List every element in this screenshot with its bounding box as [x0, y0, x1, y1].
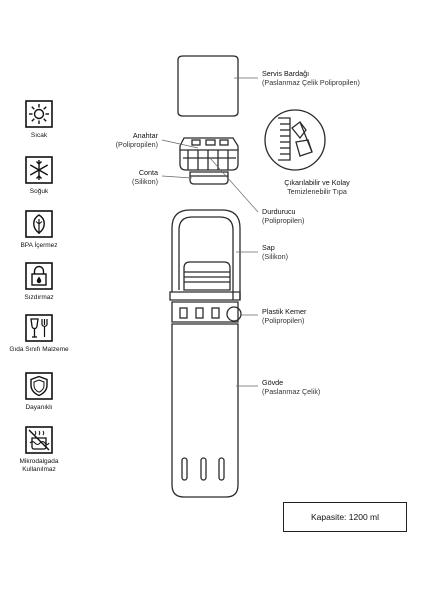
plastic-belt — [170, 292, 241, 322]
label-kemer: Plastik Kemer (Polipropilen) — [262, 307, 307, 325]
serving-cup — [178, 56, 238, 116]
body-base-slots — [182, 458, 224, 480]
label-govde: Gövde (Paslanmaz Çelik) — [262, 378, 321, 396]
feature-label: Sıcak — [30, 132, 48, 139]
feature-label: Dayanıklı — [25, 404, 53, 411]
bottle-neck — [184, 262, 230, 290]
label-tipa: Çıkarılabilir ve Kolay Temizlenebilir Tıpa — [284, 178, 350, 196]
leader-lines — [162, 78, 258, 386]
label-conta: Conta (Silikon) — [132, 168, 158, 186]
feature-label: Sızdırmaz — [24, 294, 54, 301]
stopper-detail — [265, 110, 325, 170]
capacity-box — [283, 502, 407, 532]
label-durdurucu: Durdurucu (Polipropilen) — [262, 207, 305, 225]
feature-label: Gıda Sınıfı Malzeme — [9, 346, 69, 353]
feature-label: Soğuk — [29, 188, 49, 195]
capacity-label: Kapasite: 1200 ml — [310, 512, 380, 522]
gasket — [190, 172, 228, 184]
label-anahtar: Anahtar (Polipropilen) — [115, 131, 158, 149]
key-lid — [180, 138, 238, 184]
label-servis: Servis Bardağı (Paslanmaz Çelik Polipropilen) — [262, 69, 360, 87]
label-sap: Sap (Silikon) — [262, 243, 288, 261]
feature-label: Mikrodalgada Kullanılmaz — [19, 458, 59, 473]
feature-label: BPA İçermez — [20, 242, 58, 249]
